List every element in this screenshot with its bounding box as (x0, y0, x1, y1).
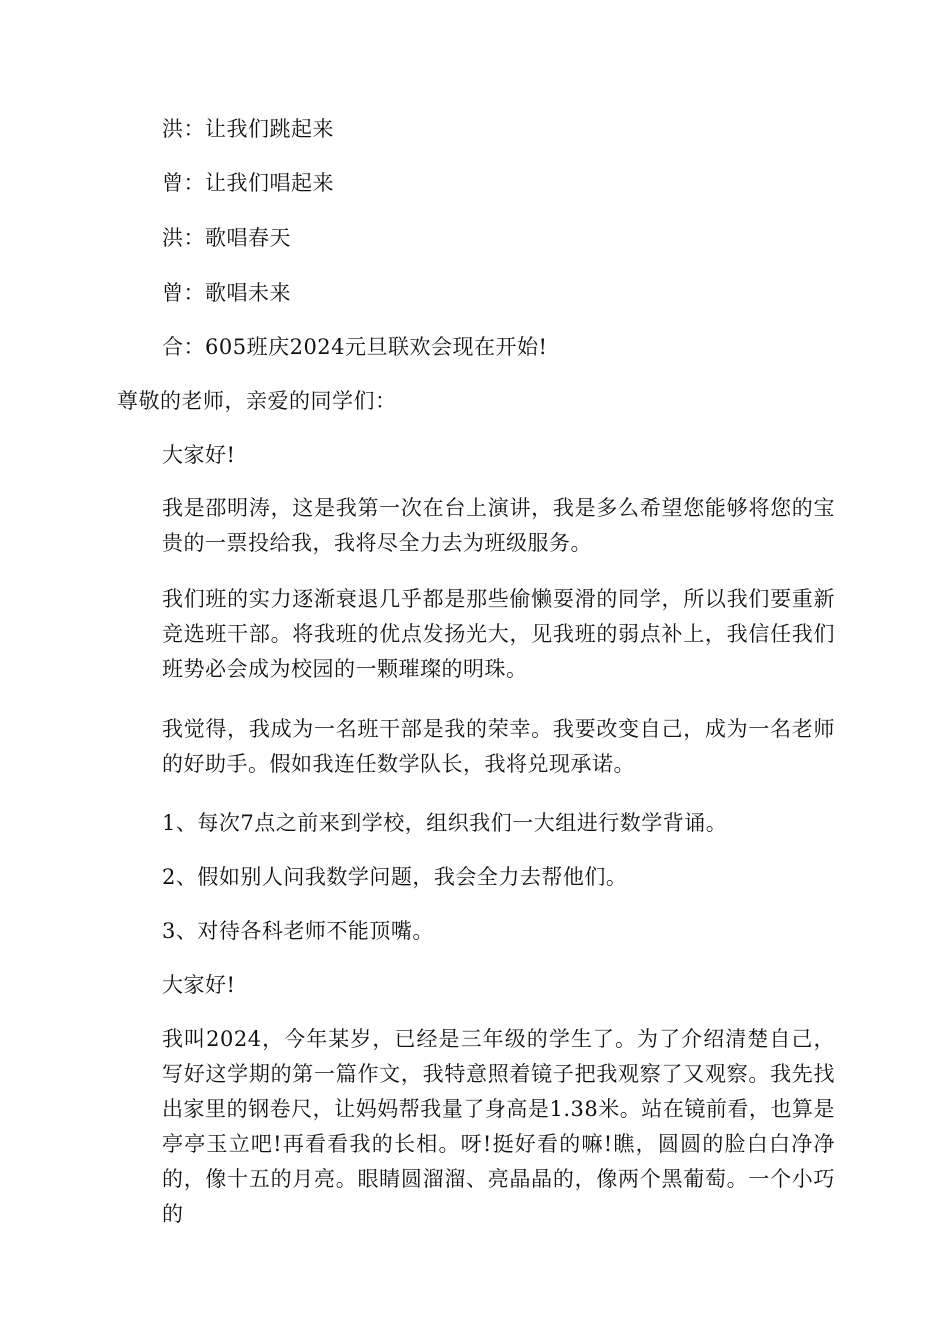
essay-paragraph-text: 我叫2024，今年某岁，已经是三年级的学生了。为了介绍清楚自己，写好这学期的第一篇作文，我特意照着镜子把我观察了又观察。我先找出家里的钢卷尺，让妈妈帮我量了身高是1.38米。站在镜前看，也算是亭亭玉立吧!再看看我的长相。呀!挺好看的嘛!瞧，圆圆的脸白白净净的，像十五的月亮。眼睛圆溜溜、亮晶晶的，像两个黑葡萄。一个小巧的 (162, 1027, 835, 1226)
speech-paragraph-2 (117, 582, 835, 687)
greeting-1: 大家好! (162, 443, 236, 467)
salutation: 尊敬的老师，亲爱的同学们： (117, 389, 397, 413)
speech-paragraph-2-text: 我们班的实力逐渐衰退几乎都是那些偷懒耍滑的同学，所以我们要重新竞选班干部。将我班的优点发扬光大，见我班的弱点补上，我信任我们班势必会成为校园的一颗璀璨的明珠。 (162, 587, 835, 681)
essay-paragraph (117, 1022, 835, 1232)
speech-paragraph-1 (117, 491, 835, 561)
speech-paragraph-3 (117, 712, 835, 782)
opening-line-2: 曾：让我们唱起来 (162, 171, 334, 195)
opening-line-3: 洪：歌唱春天 (162, 226, 291, 250)
promise-item-2: 2、假如别人问我数学问题，我会全力去帮他们。 (162, 865, 628, 889)
speech-paragraph-3-text: 我觉得，我成为一名班干部是我的荣幸。我要改变自己，成为一名老师的好助手。假如我连任数学队长，我将兑现承诺。 (162, 717, 835, 776)
opening-line-1: 洪：让我们跳起来 (162, 117, 334, 141)
promise-item-3: 3、对待各科老师不能顶嘴。 (162, 919, 434, 943)
greeting-2: 大家好! (162, 973, 236, 997)
promise-item-1: 1、每次7点之前来到学校，组织我们一大组进行数学背诵。 (162, 811, 728, 835)
opening-line-5: 合：605班庆2024元旦联欢会现在开始! (162, 335, 548, 359)
opening-line-4: 曾：歌唱未来 (162, 281, 291, 305)
speech-paragraph-1-text: 我是邵明涛，这是我第一次在台上演讲，我是多么希望您能够将您的宝贵的一票投给我，我将尽全力去为班级服务。 (162, 496, 835, 555)
